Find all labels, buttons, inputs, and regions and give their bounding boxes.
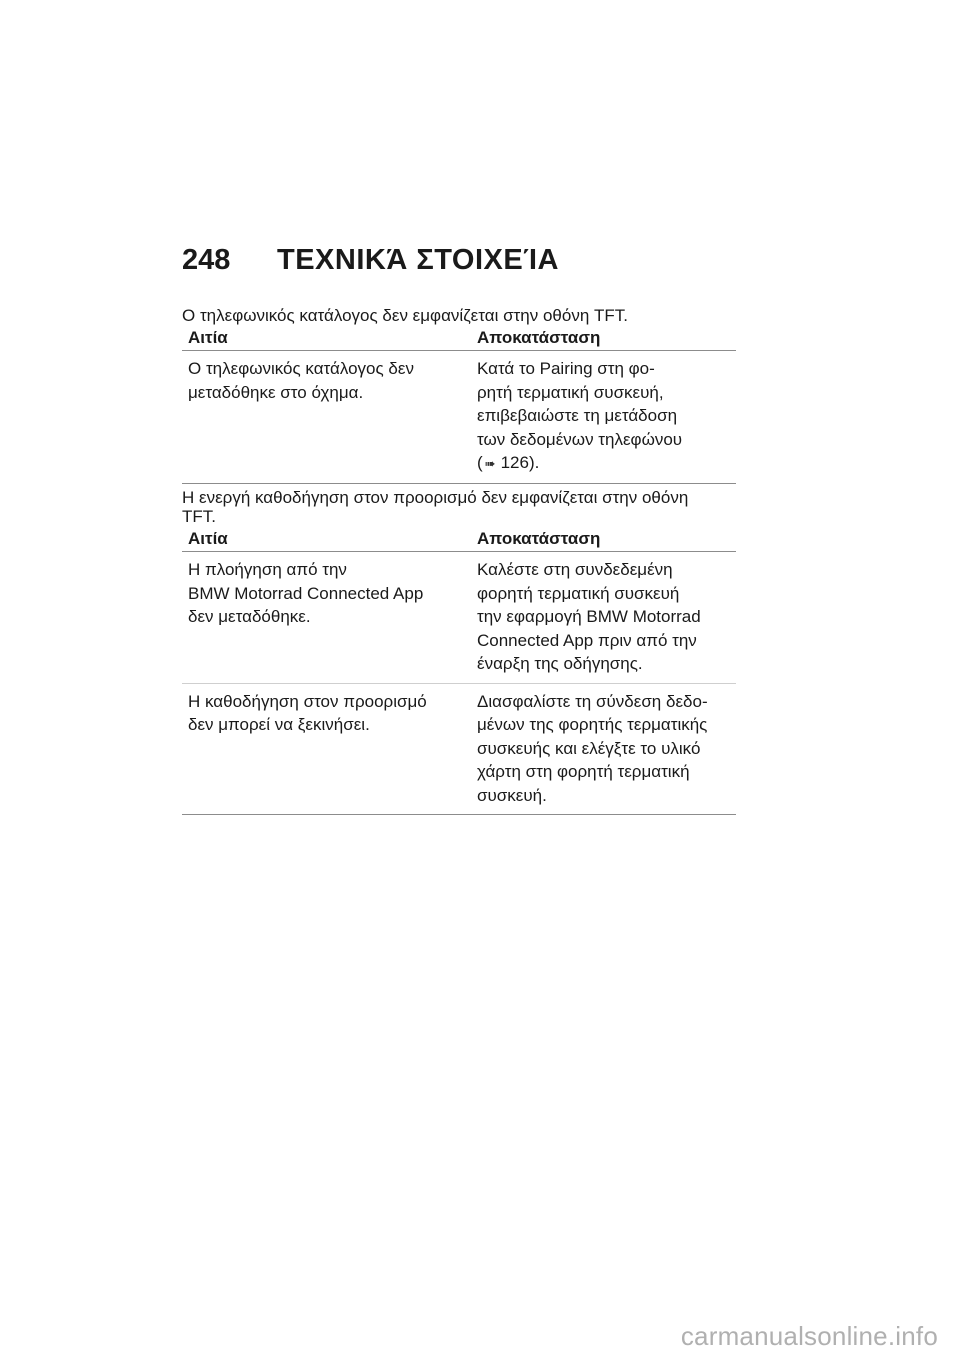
section-navigation <box>182 488 736 815</box>
text-line: Connected App πριν από την <box>477 630 697 650</box>
table-row <box>182 683 736 815</box>
cause-cell <box>182 683 471 815</box>
remedy-cell <box>471 552 736 684</box>
text-line: χάρτη στη φορητή τερματική <box>477 762 690 781</box>
text-line: επιβεβαιώστε τη μετάδοση <box>477 406 678 425</box>
troubleshoot-table <box>182 526 736 815</box>
text-line: μένων της φορητής τερματικής <box>477 715 708 734</box>
text-line: BMW Motorrad Connected App <box>188 583 424 603</box>
text-line: Διασφαλίστε τη σύνδεση δεδο- <box>477 691 708 711</box>
arrow-ref-icon: ➠ <box>484 456 496 471</box>
troubleshoot-table <box>182 325 736 484</box>
text-line: ρητή τερματική συσκευή, <box>477 382 664 402</box>
cause-cell <box>182 351 471 484</box>
page-section-title: ΤΕΧΝΙΚΆ ΣΤΟΙΧΕΊΑ <box>277 244 559 276</box>
text-line: Καλέστε στη συνδεδεμένη <box>477 560 673 579</box>
table-row <box>182 351 736 484</box>
text-line: δεν μπορεί να ξεκινήσει. <box>188 715 370 734</box>
table-header-row <box>182 526 736 552</box>
section-phonebook <box>182 306 736 484</box>
text-line: έναρξη της οδήγησης. <box>477 654 643 673</box>
table-row <box>182 552 736 684</box>
text-line: Η πλοήγηση από την <box>188 560 347 579</box>
table-header-row <box>182 325 736 351</box>
column-header-remedy: Αποκατάσταση <box>471 325 736 351</box>
section-title <box>182 488 736 526</box>
remedy-cell <box>471 351 736 484</box>
column-header-cause: Αιτία <box>182 526 471 552</box>
page-number: 248 <box>182 244 231 276</box>
reference-page-number: 126). <box>500 453 540 472</box>
text-line: Η καθοδήγηση στον προορισμό <box>188 691 427 711</box>
watermark: carmanualsonline.info <box>680 1321 938 1351</box>
cause-cell <box>182 552 471 684</box>
title-line: Η ενεργή καθοδήγηση στον προορισμό δεν εμφανίζεται στην οθόνη <box>182 488 689 507</box>
column-header-cause: Αιτία <box>182 325 471 351</box>
remedy-cell <box>471 683 736 815</box>
text-line: μεταδόθηκε στο όχημα. <box>188 382 364 402</box>
text-line: δεν μεταδόθηκε. <box>188 607 311 626</box>
paren-open: ( <box>477 453 483 472</box>
title-line: TFT. <box>182 507 216 526</box>
text-line: Κατά το Pairing στη φο- <box>477 359 655 378</box>
text-line: των δεδομένων τηλεφώνου <box>477 429 683 449</box>
text-line: την εφαρμογή BMW Motorrad <box>477 607 701 626</box>
column-header-remedy: Αποκατάσταση <box>471 526 736 552</box>
text-line: συσκευής και ελέγξτε το υλικό <box>477 738 701 758</box>
text-line: φορητή τερματική συσκευή <box>477 583 680 603</box>
text-line: Ο τηλεφωνικός κατάλογος δεν <box>188 359 414 378</box>
section-title: Ο τηλεφωνικός κατάλογος δεν εμφανίζεται στην οθόνη TFT. <box>182 306 628 325</box>
text-line: συσκευή. <box>477 785 547 805</box>
page-reference[interactable] <box>477 453 539 472</box>
